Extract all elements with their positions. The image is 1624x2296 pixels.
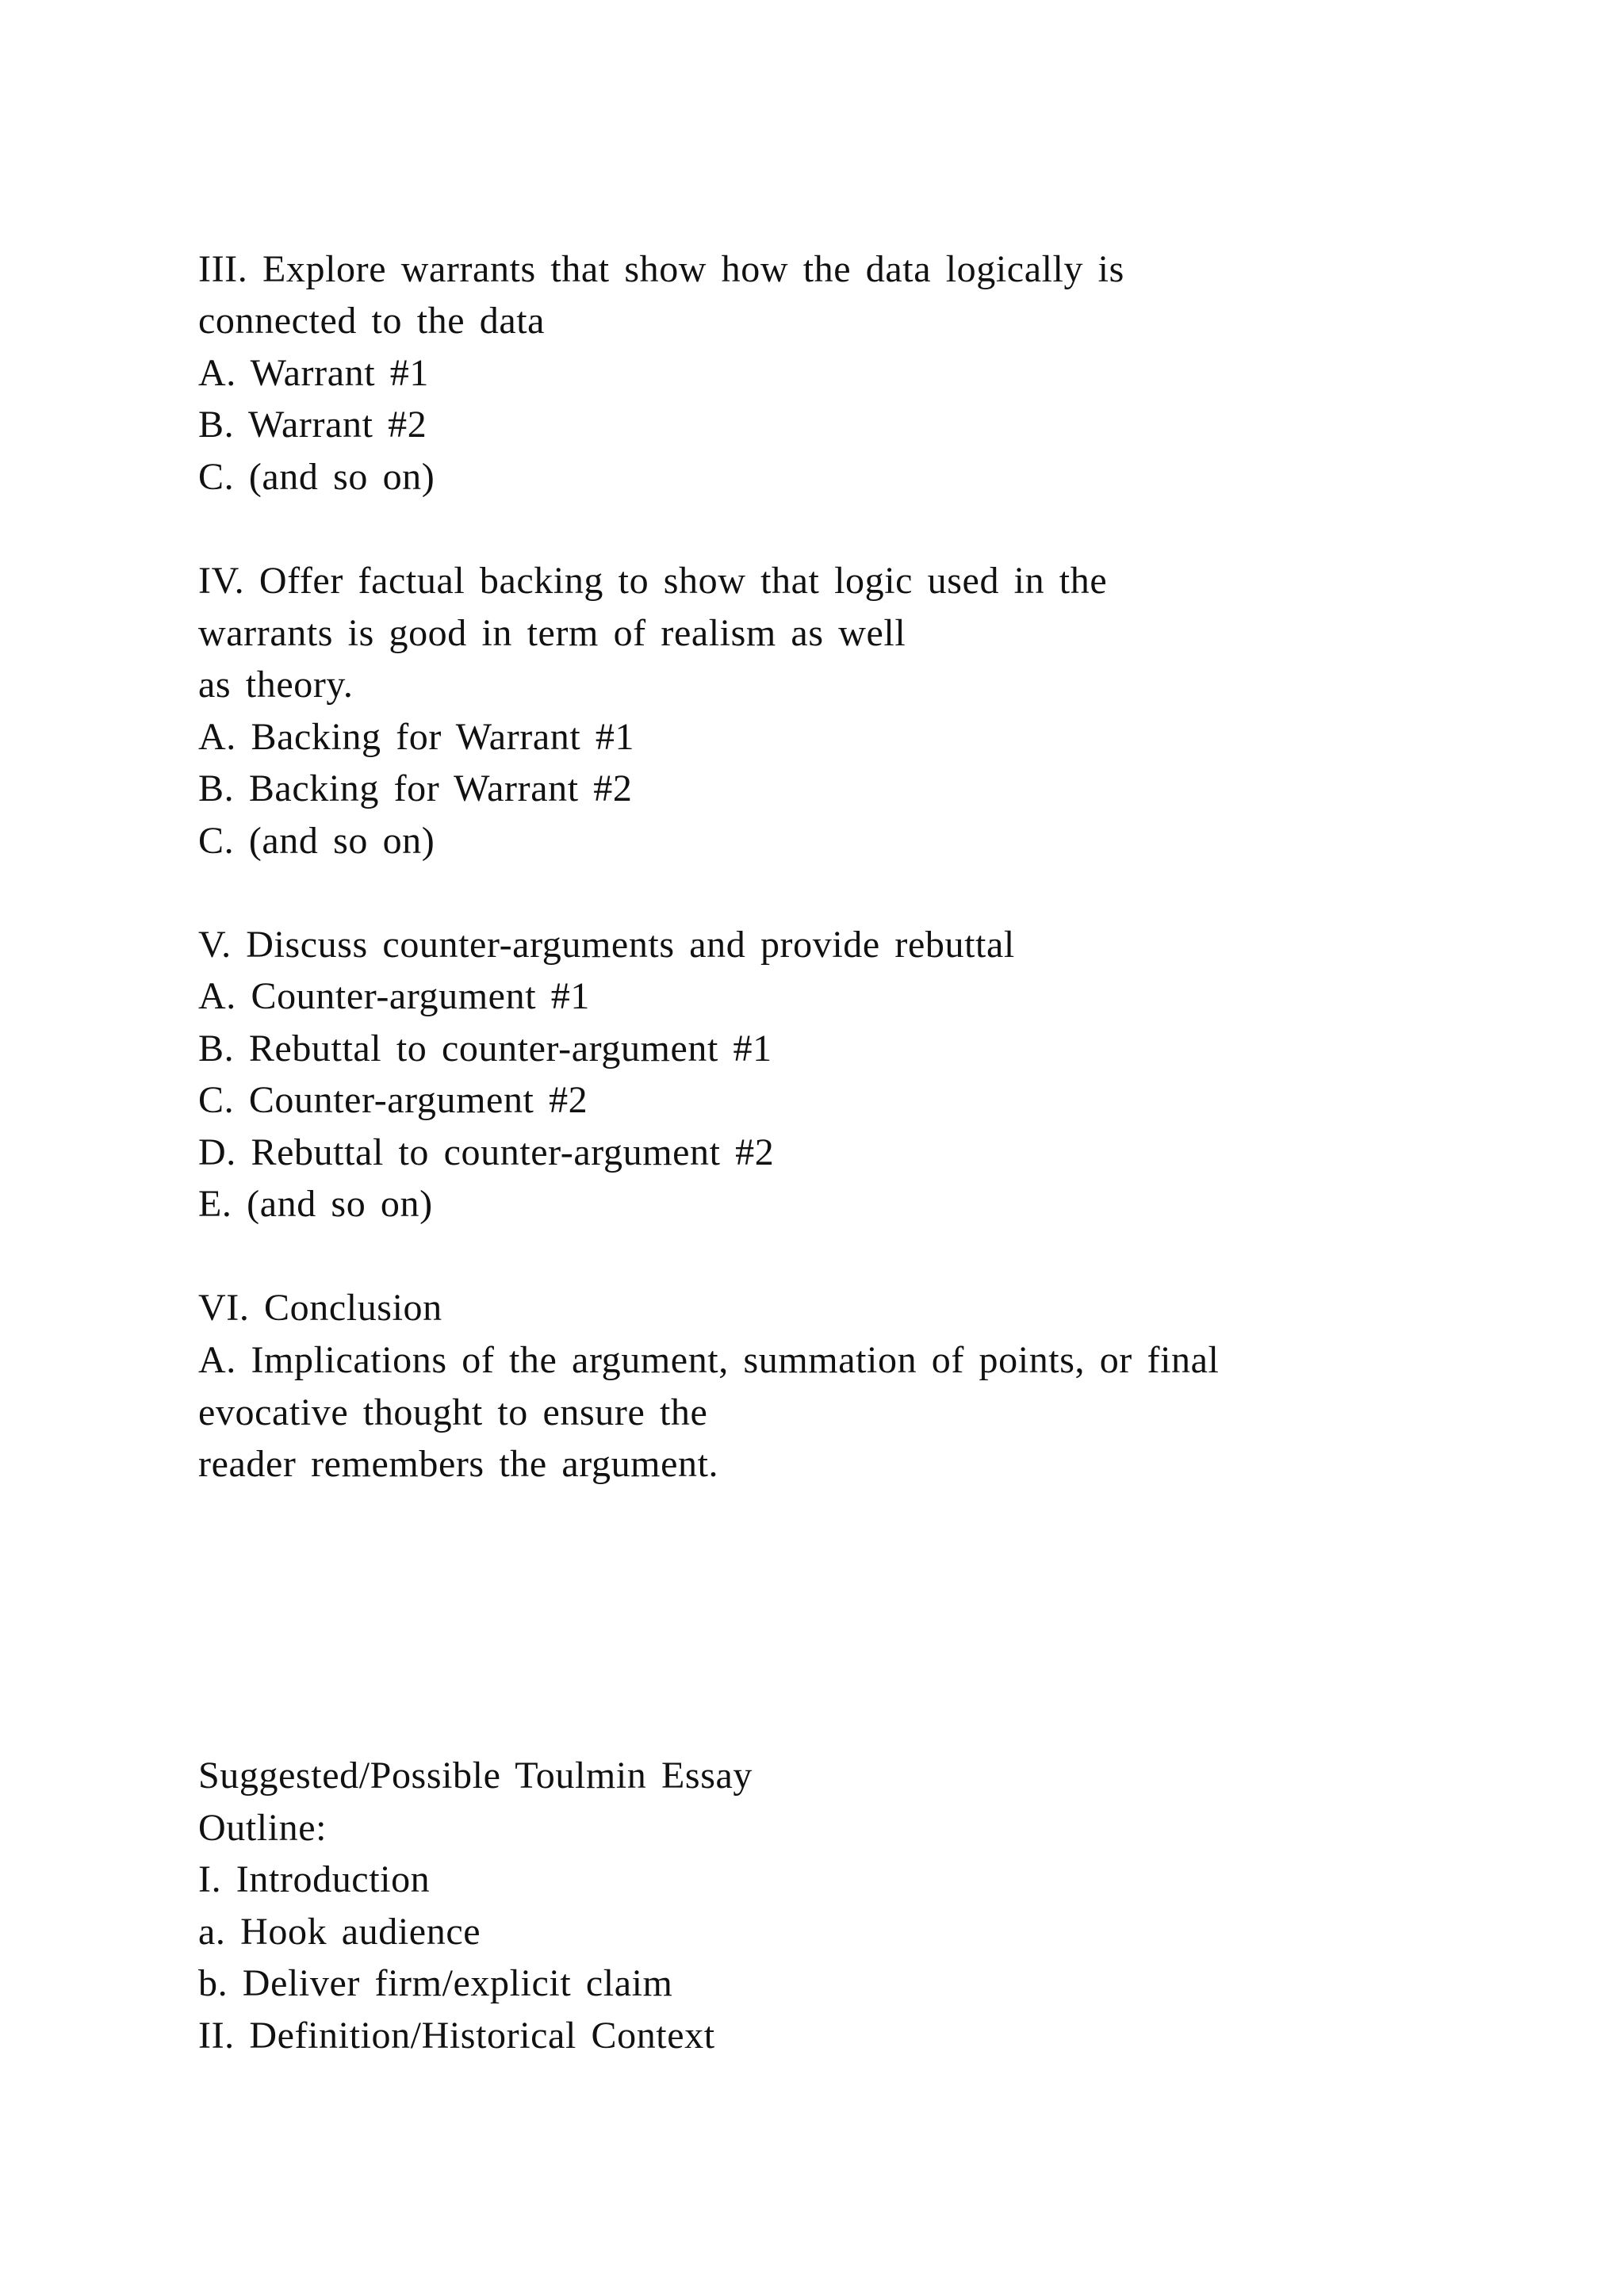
outline-title-cont: Outline: — [198, 1807, 327, 1849]
list-item: a. Hook audience — [198, 1911, 481, 1953]
list-item: C. (and so on) — [198, 456, 435, 498]
section-3-heading-cont: connected to the data — [198, 300, 546, 342]
list-item-cont: evocative thought to ensure the — [198, 1391, 708, 1433]
list-item: C. (and so on) — [198, 820, 435, 862]
section-4-heading-cont: as theory. — [198, 664, 354, 706]
section-6-heading: VI. Conclusion — [198, 1287, 442, 1329]
list-item: b. Deliver firm/explicit claim — [198, 1962, 673, 2004]
section-3-heading: III. Explore warrants that show how the data logically is — [198, 248, 1124, 290]
list-item: I. Introduction — [198, 1858, 431, 1900]
outline-title: Suggested/Possible Toulmin Essay — [198, 1755, 753, 1797]
list-item-cont: reader remembers the argument. — [198, 1443, 719, 1485]
list-item: E. (and so on) — [198, 1183, 433, 1225]
section-5-heading: V. Discuss counter-arguments and provide rebuttal — [198, 924, 1015, 966]
section-4-heading: IV. Offer factual backing to show that logic used in the — [198, 560, 1108, 602]
list-item: II. Definition/Historical Context — [198, 2015, 715, 2057]
list-item: B. Backing for Warrant #2 — [198, 767, 633, 809]
list-item: D. Rebuttal to counter-argument #2 — [198, 1131, 775, 1173]
list-item: B. Rebuttal to counter-argument #1 — [198, 1027, 772, 1070]
list-item: A. Counter-argument #1 — [198, 975, 590, 1017]
list-item: A. Implications of the argument, summation of points, or final — [198, 1339, 1220, 1381]
section-4-heading-cont: warrants is good in term of realism as well — [198, 612, 906, 654]
list-item: A. Warrant #1 — [198, 352, 429, 394]
list-item: B. Warrant #2 — [198, 404, 427, 446]
list-item: C. Counter-argument #2 — [198, 1079, 588, 1121]
list-item: A. Backing for Warrant #1 — [198, 716, 635, 758]
